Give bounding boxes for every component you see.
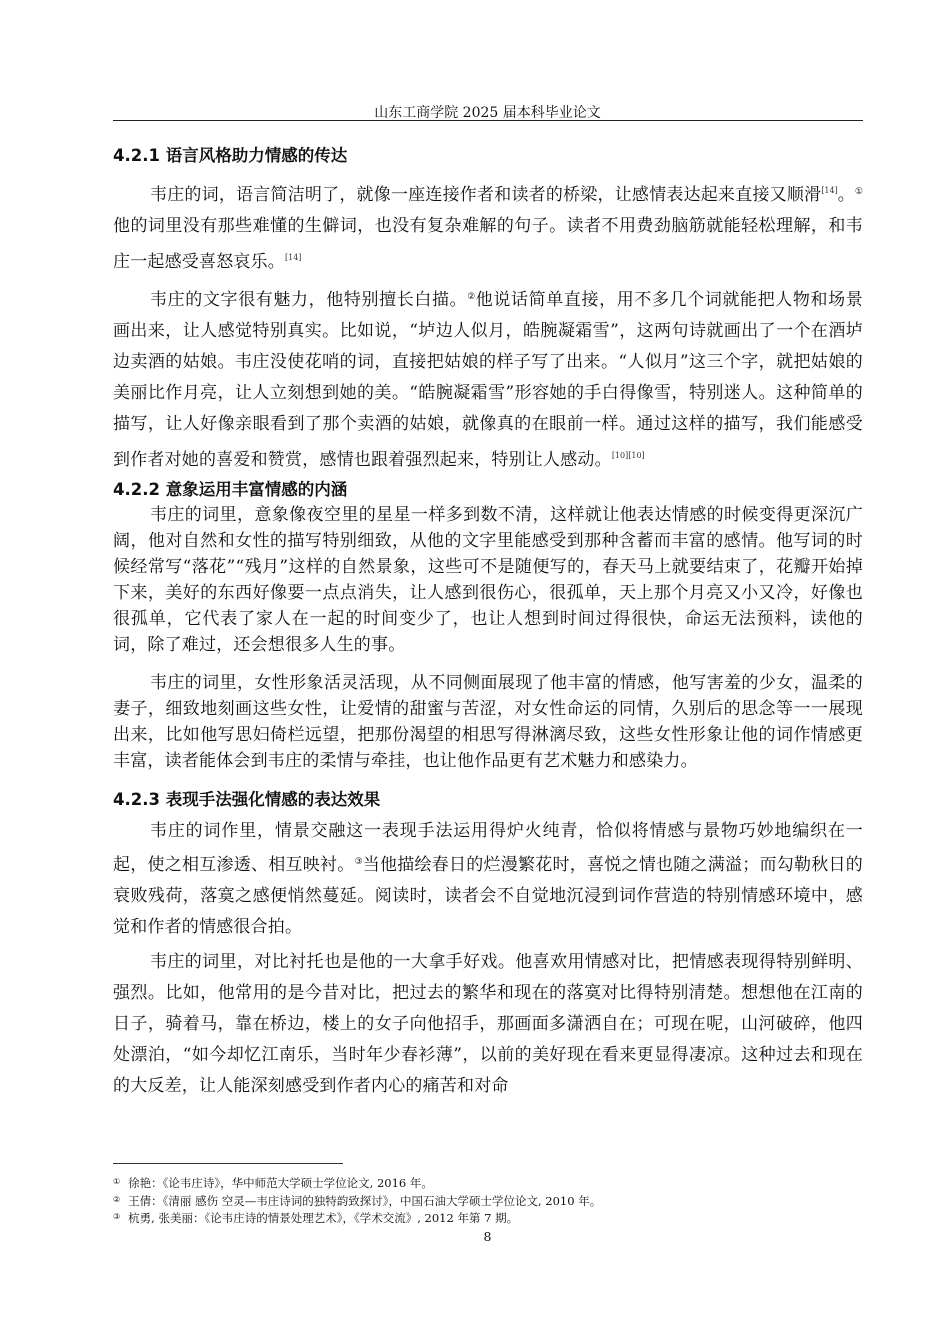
page-number: 8 [483,1229,492,1244]
paragraph-text: 韦庄的词里，女性形象活灵活现，从不同侧面展现了他丰富的情感，他写害羞的少女，温柔的妻子，细致地刻画这些女性，让爱情的甜蜜与苦涩，对女性命运的同情，久别后的思念等一一展现出来，比如他写思妇倚栏远望，把那份渴望的相思写得淋漓尽致，这些女性形象让他的词作情感更丰富，读者能体会到韦庄的柔情与牵挂，也让他作品更有艺术魅力和感染力。 [113,673,863,771]
footnote-ref: ③ [354,857,363,867]
footnote-rule [113,1163,343,1164]
footnote-text: 杭勇, 张美丽：《论韦庄诗的情景处理艺术》，《学术交流》, 2012 年第 7 期。 [128,1211,519,1225]
paragraph-text: 韦庄的词里，对比衬托也是他的一大拿手好戏。他喜欢用情感对比，把情感表现得特别鲜明、强烈。比如，他常用的是今昔对比，把过去的繁华和现在的落寞对比得特别清楚。想想他在江南的日子，骑着马，靠在桥边，楼上的女子向他招手，那画面多潇洒自在；可现在呢，山河破碎，他四处漂泊，“如今却忆江南乐，当时年少春衫薄”，以前的美好现在看来更显得凄凉。这种过去和现在的大反差，让人能深刻感受到作者内心的痛苦和对命 [113,952,863,1096]
paragraph-text: 当他描绘春日的烂漫繁花时，喜悦之情也随之满溢；而勾勒秋日的衰败残荷，落寞之感便悄然蔓延。阅读时，读者会不自觉地沉浸到词作营造的特别情感环境中，感觉和作者的情感很合拍。 [113,855,863,937]
citation-mark: [10][10] [611,451,645,460]
main-content [113,138,863,1102]
section-heading: 4.2.2 意象运用丰富情感的内涵 [113,480,348,499]
paragraph-text: 韦庄的词里，意象像夜空里的星星一样多到数不清，这样就让他表达情感的时候变得更深沉广阔，他对自然和女性的描写特别细致，从他的文字里能感受到那种含蓄而丰富的感情。他写词的时候经常写“落花”“残月”这样的自然景象，这些可不是随便写的，春天马上就要结束了，花瓣开始掉下来，美好的东西好像要一点点消失，让人感到很伤心，很孤单，天上那个月亮又小又冷，好像也很孤单，它代表了家人在一起的时间变少了，也让人想到时间过得很快，命运无法预料，读他的词，除了难过，还会想很多人生的事。 [113,505,863,655]
footnote [113,1174,863,1192]
footnote-text: 徐艳：《论韦庄诗》，华中师范大学硕士学位论文, 2016 年。 [128,1176,433,1190]
body-paragraph [113,947,863,1102]
paragraph-text: 韦庄的词，语言简洁明了，就像一座连接作者和读者的桥梁，让感情表达起来直接又顺滑 [150,185,822,205]
footnote-number: ③ [113,1212,121,1221]
header-rule [113,120,863,121]
body-paragraph [113,502,863,658]
citation-mark: [14] [285,253,302,262]
footnote-number: ② [113,1194,121,1204]
paragraph-text: 。 [837,185,855,205]
footnote-number: ① [113,1177,121,1186]
paragraph-text: 他说话简单直接，用不多几个词就能把人物和场景画出来，让人感觉特别真实。比如说，“垆边人似月，皓腕凝霜雪”，这两句诗就画出了一个在酒垆边卖酒的姑娘。韦庄没使花哨的词，直接把姑娘的样子写了出来。“人似月”这三个字，就把姑娘的美丽比作月亮，让人立刻想到她的美。“皓腕凝霜雪”形容她的手白得像雪，特别迷人。这种简单的描写，让人好像亲眼看到了那个卖酒的姑娘，就像真的在眼前一样。通过这样的描写，我们能感受到作者对她的喜爱和赞赏，感情也跟着强烈起来，特别让人感动。 [113,290,863,470]
body-paragraph [113,175,863,278]
body-paragraph [113,816,863,943]
footnote-ref: ② [467,292,476,302]
body-paragraph [113,670,863,774]
paragraph-text: 他的词里没有那些难懂的生僻词，也没有复杂难解的句子。读者不用费劲脑筋就能轻松理解，和韦庄一起感受喜怒哀乐。 [113,216,863,272]
paragraph-text: 韦庄的文字很有魅力，他特别擅长白描。 [150,290,468,310]
footnotes [113,1174,863,1227]
section-heading: 4.2.1 语言风格助力情感的传达 [113,146,348,165]
footnote-ref: ① [854,187,863,197]
footnote [113,1192,863,1210]
page-header: 山东工商学院 2025 届本科毕业论文 [374,105,601,121]
footnote [113,1209,863,1227]
citation-mark: [14] [821,186,838,195]
footnote-text: 王倩：《清丽 感伤 空灵—韦庄诗词的独特韵致探讨》，中国石油大学硕士学位论文, 2010 年。 [128,1193,602,1208]
paragraph-text: 韦庄的词作里，情景交融这一表现手法运用得炉火纯青，恰似将情感与景物巧妙地编织在一起，使之相互渗透、相互映衬。 [113,821,863,875]
section-heading: 4.2.3 表现手法强化情感的表达效果 [113,790,381,809]
body-paragraph [113,282,863,476]
